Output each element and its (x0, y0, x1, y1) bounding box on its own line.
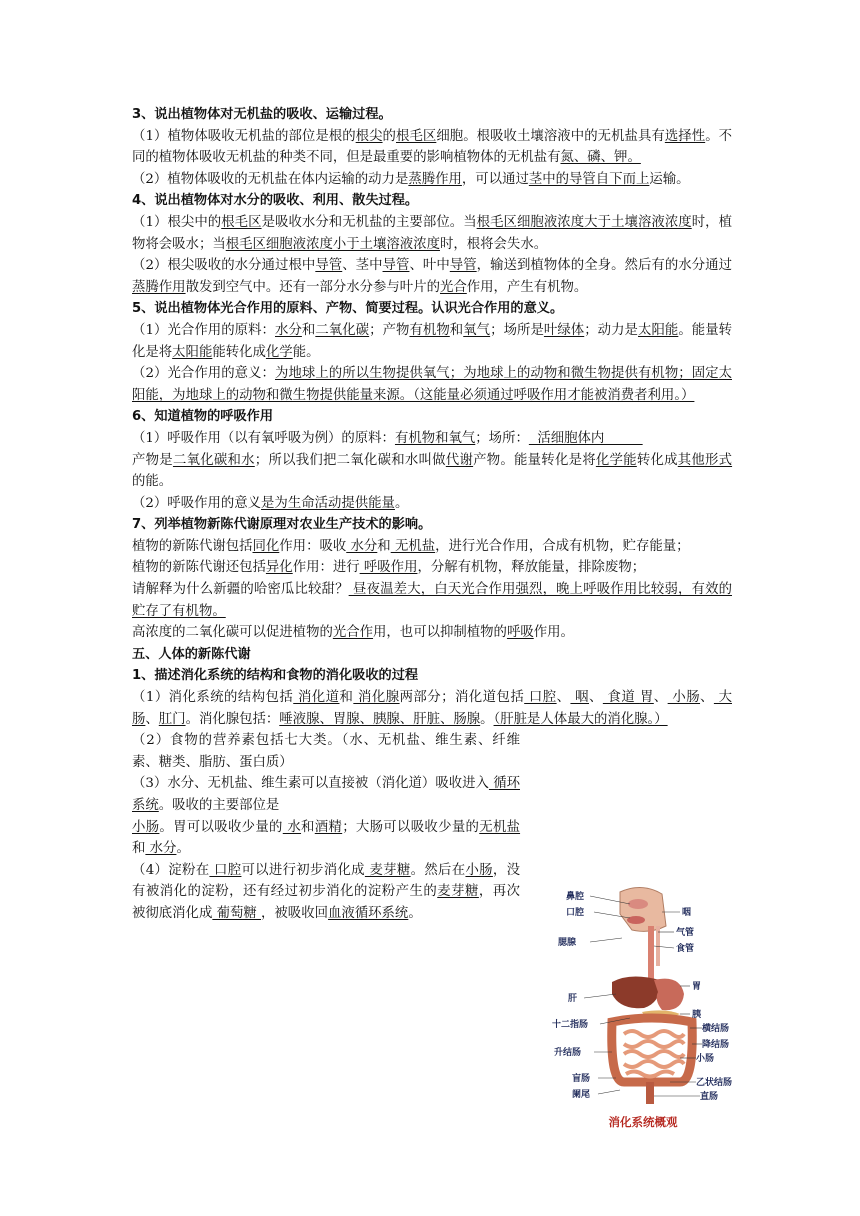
s1-paragraph-3b: 小肠。胃可以吸收少量的 水和酒精；大肠可以吸收少量的无机盐和 水分。 (132, 819, 521, 857)
s4-paragraph-1: （1）根尖中的根毛区是吸收水分和无机盐的主要部位。当根毛区细胞液浓度大于土壤溶液浓度时，植物将会吸水；当根毛区细胞液浓度小于土壤溶液浓度时，根将会失水。 (132, 214, 732, 252)
s1-paragraph-2: （2）食物的营养素包括七大类。（水、无机盐、维生素、纤维素、糖类、脂肪、蛋白质） (132, 733, 520, 770)
label-sigmoid-colon: 乙状结肠 (696, 1078, 733, 1088)
label-liver: 肝 (568, 994, 578, 1004)
s1-paragraph-1: （1）消化系统的结构包括 消化道和 消化腺两部分；消化道包括 口腔、 咽、 食道 胃、 小肠、 大肠、肛门。消化腺包括：唾液腺、胃腺、胰腺、肝脏、肠腺。（肝脏是人体最大的消化腺。） (132, 690, 732, 727)
label-ascending-colon: 升结肠 (554, 1048, 582, 1058)
figure-caption: 消化系统概观 (608, 1115, 678, 1129)
label-trachea: 气管 (676, 928, 695, 938)
label-stomach: 胃 (692, 982, 702, 992)
s7-paragraph-3: 请解释为什么新疆的哈密瓜比较甜？ 昼夜温差大，白天光合作用强烈，晚上呼吸作用比较弱，有效的贮存了有机物。 (132, 582, 732, 619)
s6-paragraph-1: （1）呼吸作用（以有氧呼吸为例）的原料：有机物和氧气；场所： 活细胞体内 (132, 430, 643, 446)
s5-paragraph-1: （1）光合作用的原料：水分和二氧化碳；产物有机物和氧气；场所是叶绿体；动力是太阳能。能量转化是将太阳能能转化成化学能。 (132, 322, 733, 360)
part-5-title: 五、人体的新陈代谢 (132, 646, 251, 662)
label-descending-colon: 降结肠 (702, 1040, 730, 1050)
section-3-title: 3、说出植物体对无机盐的吸收、运输过程。 (132, 107, 392, 122)
digestive-system-figure (550, 882, 736, 1136)
label-cecum: 盲肠 (572, 1074, 591, 1084)
figure-labels (550, 882, 736, 1110)
s7-paragraph-2: 植物的新陈代谢还包括异化作用：进行 呼吸作用，分解有机物，释放能量，排除废物； (132, 560, 646, 576)
label-esophagus: 食管 (676, 944, 695, 954)
s6-paragraph-2: （2）呼吸作用的意义是为生命活动提供能量。 (132, 495, 409, 511)
section-7-title: 7、列举植物新陈代谢原理对农业生产技术的影响。 (132, 517, 432, 533)
section-6-title: 6、知道植物的呼吸作用 (132, 409, 274, 425)
section-1-title: 1、描述消化系统的结构和食物的消化吸收的过程 (132, 668, 419, 684)
label-pharynx: 咽 (682, 908, 692, 918)
label-oral-cavity: 口腔 (566, 908, 585, 918)
label-duodenum: 十二指肠 (552, 1020, 589, 1030)
label-nasal-cavity: 鼻腔 (566, 892, 585, 902)
label-appendix: 阑尾 (572, 1090, 591, 1100)
s1-paragraph-3: （3）水分、无机盐、维生素可以直接被（消化道）吸收进入 循环系统。吸收的主要部位是 (132, 776, 520, 813)
s5-paragraph-2: （2）光合作用的意义：为地球上的所以生物提供氧气；为地球上的动物和微生物提供有机物；固定太阳能，为地球上的动物和微生物提供能量来源。（这能量必须通过呼吸作用才能被消费者利用。） (132, 366, 732, 403)
label-small-intestine: 小肠 (696, 1054, 715, 1064)
label-pancreas: 胰 (692, 1010, 702, 1020)
s3-paragraph-1: （1）植物体吸收无机盐的部位是根的根尖的根毛区细胞。根吸收土壤溶液中的无机盐具有选择性。不同的植物体吸收无机盐的种类不同，但是最重要的影响植物体的无机盐有氮、磷、钾。 (132, 128, 733, 166)
document-page (132, 104, 732, 925)
label-parotid: 腮腺 (558, 938, 577, 948)
s4-paragraph-2: （2）根尖吸收的水分通过根中导管、茎中导管、叶中导管，输送到植物体的全身。然后有的水分通过蒸腾作用散发到空气中。还有一部分水分参与叶片的光合作用，产生有机物。 (132, 258, 733, 295)
s3-paragraph-2: （2）植物体吸收的无机盐在体内运输的动力是蒸腾作用，可以通过茎中的导管自下而上运输。 (132, 171, 690, 187)
s7-paragraph-1: 植物的新陈代谢包括同化作用：吸收 水分和 无机盐，进行光合作用，合成有机物，贮存能量； (132, 538, 690, 554)
label-rectum: 直肠 (700, 1092, 719, 1102)
label-transverse-colon: 横结肠 (702, 1024, 730, 1034)
section-4-title: 4、说出植物体对水分的吸收、利用、散失过程。 (132, 193, 419, 209)
s1-paragraph-4: （4）淀粉在 口腔可以进行初步消化成 麦芽糖。然后在小肠，没有被消化的淀粉，还有经过初步消化的淀粉产生的麦芽糖，再次被彻底消化成 葡萄糖 ，被吸收回血液循环系统。 (132, 862, 521, 921)
s6-paragraph-1b: 产物是二氧化碳和水；所以我们把二氧化碳和水叫做代谢产物。能量转化是将化学能转化成其他形式的能。 (132, 452, 733, 490)
s7-paragraph-4: 高浓度的二氧化碳可以促进植物的光合作用，也可以抑制植物的呼吸作用。 (132, 625, 574, 641)
section-5-title: 5、说出植物体光合作用的原料、产物、简要过程。认识光合作用的意义。 (132, 301, 564, 317)
